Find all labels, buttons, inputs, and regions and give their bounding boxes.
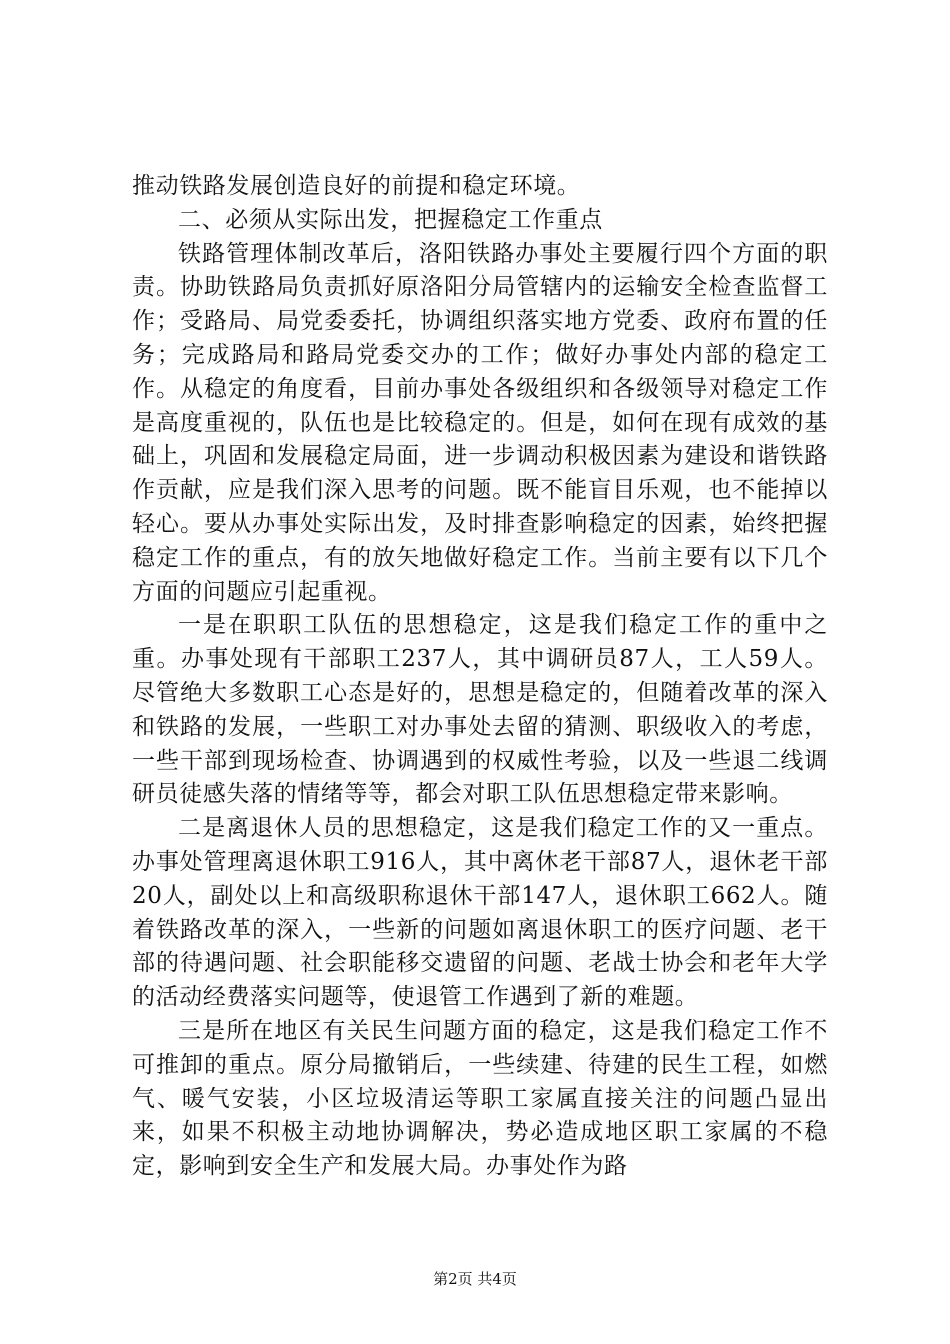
paragraph: 铁路管理体制改革后，洛阳铁路办事处主要履行四个方面的职责。协助铁路局负责抓好原洛阳分局管辖内的运输安全检查监督工作；受路局、局党委委托，协调组织落实地方党委、政府布置的任务；完成路局和路局党委交办的工作；做好办事处内部的稳定工作。从稳定的角度看，目前办事处各级组织和各级领导对稳定工作是高度重视的，队伍也是比较稳定的。但是，如何在现有成效的基础上，巩固和发展稳定局面，进一步调动积极因素为建设和谐铁路作贡献，应是我们深入思考的问题。既不能盲目乐观，也不能掉以轻心。要从办事处实际出发，及时排查影响稳定的因素，始终把握稳定工作的重点，有的放矢地做好稳定工作。当前主要有以下几个方面的问题应引起重视。 xyxy=(132,240,828,605)
paragraph: 三是所在地区有关民生问题方面的稳定，这是我们稳定工作不可推卸的重点。原分局撤销后，一些续建、待建的民生工程，如燃气、暖气安装，小区垃圾清运等职工家属直接关注的问题凸显出来，如果不积极主动地协调解决，势必造成地区职工家属的不稳定，影响到安全生产和发展大局。办事处作为路 xyxy=(132,1017,828,1180)
document-body xyxy=(132,170,828,1184)
paragraph: 二是离退休人员的思想稳定，这是我们稳定工作的又一重点。办事处管理离退休职工916人，其中离休老干部87人，退休老干部20人，副处以上和高级职称退休干部147人，退休职工662人。随着铁路改革的深入，一些新的问题如离退休职工的医疗问题、老干部的待遇问题、社会职能移交遗留的问题、老战士协会和老年大学的活动经费落实问题等，使退管工作遇到了新的难题。 xyxy=(132,815,828,1011)
paragraph: 一是在职职工队伍的思想稳定，这是我们稳定工作的重中之重。办事处现有干部职工237人，其中调研员87人，工人59人。尽管绝大多数职工心态是好的，思想是稳定的，但随着改革的深入和铁路的发展，一些职工对办事处去留的猜测、职级收入的考虑，一些干部到现场检查、协调遇到的权威性考验，以及一些退二线调研员徒感失落的情绪等等，都会对职工队伍思想稳定带来影响。 xyxy=(132,612,828,808)
section-heading: 二、必须从实际出发，把握稳定工作重点 xyxy=(178,206,603,233)
page-number-footer: 第2页 共4页 xyxy=(433,1270,517,1288)
paragraph-continuation: 推动铁路发展创造良好的前提和稳定环境。 xyxy=(132,173,581,199)
